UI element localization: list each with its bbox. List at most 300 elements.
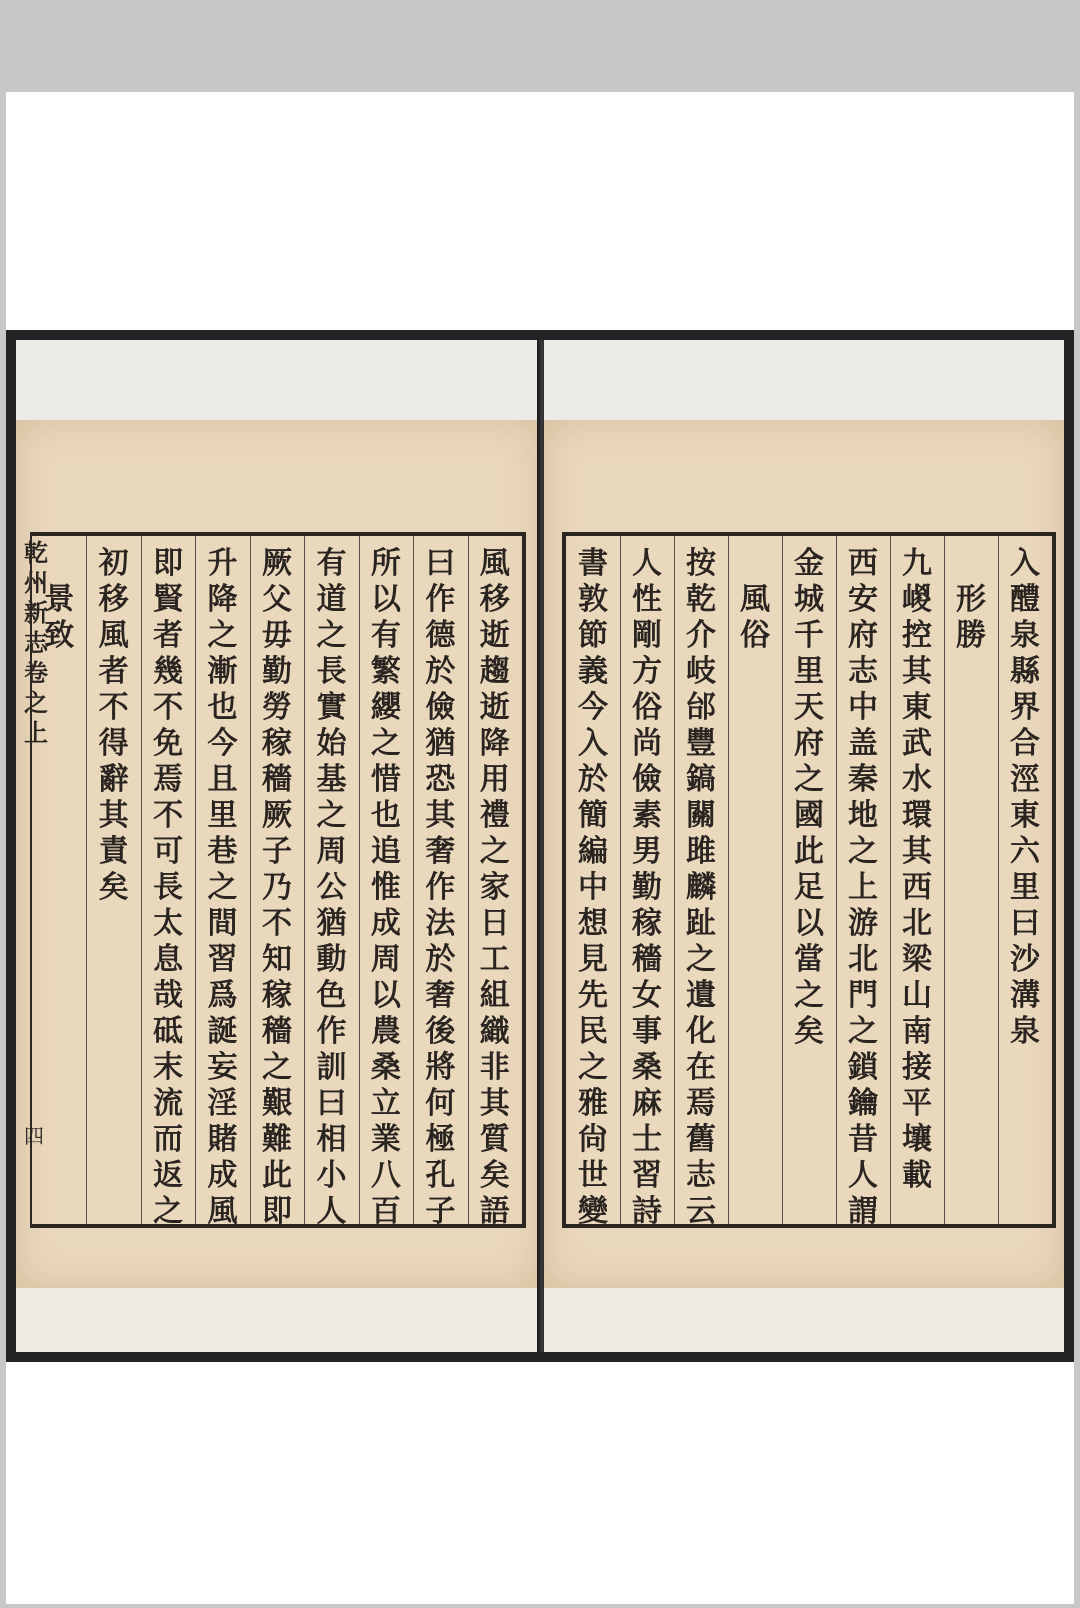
glyph: 移 <box>479 582 510 617</box>
glyph: 而 <box>153 1122 184 1157</box>
glyph: 幾 <box>153 654 184 689</box>
glyph: 厥 <box>261 798 292 833</box>
glyph: 豐 <box>686 726 716 761</box>
glyph: 其 <box>98 798 129 833</box>
glyph: 梁 <box>902 942 932 977</box>
glyph: 致 <box>44 618 75 653</box>
glyph: 之 <box>261 1050 292 1085</box>
left-column-rule <box>413 536 414 1224</box>
glyph: 何 <box>425 1086 456 1121</box>
glyph: 九 <box>902 546 932 581</box>
glyph: 矣 <box>98 870 129 905</box>
glyph: 孔 <box>425 1158 456 1193</box>
glyph: 初 <box>98 546 129 581</box>
glyph: 事 <box>632 1014 662 1049</box>
glyph: 農 <box>370 1014 401 1049</box>
glyph: 實 <box>316 690 347 725</box>
glyph: 矣 <box>794 1014 824 1049</box>
glyph: 雅 <box>578 1086 608 1121</box>
glyph: 於 <box>425 654 456 689</box>
glyph: 水 <box>902 762 932 797</box>
glyph: 之 <box>24 688 48 717</box>
glyph: 剛 <box>632 618 662 653</box>
glyph: 得 <box>98 726 129 761</box>
glyph: 界 <box>1010 690 1040 725</box>
glyph: 西 <box>848 546 878 581</box>
right-text-column <box>728 536 782 1224</box>
glyph: 敦 <box>578 582 608 617</box>
glyph: 勞 <box>261 690 292 725</box>
glyph: 素 <box>632 798 662 833</box>
glyph: 稼 <box>261 978 292 1013</box>
glyph: 不 <box>153 690 184 725</box>
glyph: 穡 <box>261 762 292 797</box>
glyph: 作 <box>425 870 456 905</box>
left-column-rule <box>359 536 360 1224</box>
glyph: 足 <box>794 870 824 905</box>
folio-number: 四 <box>24 1124 44 1148</box>
right-text-frame <box>562 532 1056 1228</box>
glyph: 小 <box>316 1158 347 1193</box>
glyph: 砥 <box>153 1014 184 1049</box>
glyph: 儉 <box>425 690 456 725</box>
glyph: 妄 <box>207 1050 238 1085</box>
glyph: 沙 <box>1010 942 1040 977</box>
glyph: 天 <box>794 690 824 725</box>
glyph: 繁 <box>370 654 401 689</box>
glyph: 惜 <box>370 762 401 797</box>
left-text-column <box>32 536 86 1224</box>
glyph: 俗 <box>740 618 770 653</box>
glyph: 見 <box>578 942 608 977</box>
glyph: 遺 <box>686 978 716 1013</box>
glyph: 門 <box>848 978 878 1013</box>
glyph: 纓 <box>370 690 401 725</box>
glyph: 山 <box>902 978 932 1013</box>
glyph: 基 <box>316 762 347 797</box>
glyph: 追 <box>370 834 401 869</box>
glyph: 知 <box>261 942 292 977</box>
left-column-rule <box>86 536 87 1224</box>
glyph: 返 <box>153 1158 184 1193</box>
glyph: 之 <box>578 1050 608 1085</box>
left-leaf <box>16 340 540 1352</box>
glyph: 中 <box>848 690 878 725</box>
glyph: 金 <box>794 546 824 581</box>
glyph: 法 <box>425 906 456 941</box>
glyph: 溝 <box>1010 978 1040 1013</box>
glyph: 始 <box>316 726 347 761</box>
glyph: 簡 <box>578 798 608 833</box>
glyph: 上 <box>24 718 48 747</box>
glyph: 今 <box>207 726 238 761</box>
glyph: 辭 <box>98 762 129 797</box>
glyph: 府 <box>848 618 878 653</box>
glyph: 奢 <box>425 978 456 1013</box>
glyph: 里 <box>207 798 238 833</box>
glyph: 習 <box>632 1158 662 1193</box>
left-sheet-top <box>16 340 540 420</box>
glyph: 勝 <box>956 618 986 653</box>
right-text-column <box>674 536 728 1229</box>
glyph: 女 <box>632 978 662 1013</box>
glyph: 所 <box>370 546 401 581</box>
glyph: 今 <box>578 690 608 725</box>
glyph: 方 <box>632 654 662 689</box>
glyph: 平 <box>902 1086 932 1121</box>
glyph: 新 <box>24 598 48 627</box>
glyph: 關 <box>686 798 716 833</box>
left-column-rule <box>195 536 196 1224</box>
glyph: 縣 <box>1010 654 1040 689</box>
glyph: 將 <box>425 1050 456 1085</box>
right-leaf <box>544 340 1064 1352</box>
glyph: 公 <box>316 870 347 905</box>
glyph: 長 <box>316 654 347 689</box>
glyph: 之 <box>479 834 510 869</box>
glyph: 習 <box>207 942 238 977</box>
glyph: 曰 <box>316 1086 347 1121</box>
glyph: 志 <box>848 654 878 689</box>
glyph: 中 <box>578 870 608 905</box>
glyph <box>955 546 987 582</box>
glyph: 盖 <box>848 726 878 761</box>
glyph: 色 <box>316 978 347 1013</box>
glyph: 風 <box>98 618 129 653</box>
glyph: 八 <box>370 1158 401 1193</box>
glyph: 西 <box>902 870 932 905</box>
left-text-frame <box>30 532 526 1228</box>
glyph: 里 <box>1010 870 1040 905</box>
glyph: 書 <box>578 546 608 581</box>
glyph: 曰 <box>1010 906 1040 941</box>
right-column-rule <box>998 536 999 1224</box>
glyph: 猶 <box>316 906 347 941</box>
glyph: 之 <box>207 870 238 905</box>
glyph: 想 <box>578 906 608 941</box>
glyph: 義 <box>578 654 608 689</box>
glyph: 此 <box>261 1158 292 1193</box>
glyph: 泉 <box>1010 618 1040 653</box>
glyph: 免 <box>153 726 184 761</box>
glyph: 漸 <box>207 654 238 689</box>
glyph: 安 <box>848 582 878 617</box>
glyph: 其 <box>902 834 932 869</box>
glyph: 以 <box>370 582 401 617</box>
glyph: 邰 <box>686 690 716 725</box>
glyph: 世 <box>578 1158 608 1193</box>
glyph: 涇 <box>1010 762 1040 797</box>
glyph: 於 <box>578 762 608 797</box>
glyph: 男 <box>632 834 662 869</box>
glyph: 人 <box>632 546 662 581</box>
glyph: 恐 <box>425 762 456 797</box>
right-sheet-bottom <box>544 1288 1064 1352</box>
glyph: 州 <box>24 568 48 597</box>
glyph: 艱 <box>261 1086 292 1121</box>
glyph: 穡 <box>632 942 662 977</box>
right-paper <box>544 420 1064 1288</box>
glyph: 卷 <box>24 658 48 687</box>
glyph: 尚 <box>632 726 662 761</box>
glyph: 難 <box>261 1122 292 1157</box>
glyph: 稼 <box>261 726 292 761</box>
glyph: 性 <box>632 582 662 617</box>
glyph: 桑 <box>632 1050 662 1085</box>
glyph: 責 <box>98 834 129 869</box>
left-text-column <box>195 536 249 1229</box>
glyph: 人 <box>848 1158 878 1193</box>
glyph: 勤 <box>261 654 292 689</box>
glyph: 之 <box>848 1014 878 1049</box>
glyph: 形 <box>956 582 986 617</box>
glyph: 志 <box>686 1158 716 1193</box>
glyph <box>739 546 771 582</box>
glyph: 謂 <box>848 1194 878 1229</box>
glyph: 訓 <box>316 1050 347 1085</box>
glyph: 東 <box>902 690 932 725</box>
glyph: 載 <box>902 1158 932 1193</box>
glyph: 逝 <box>479 690 510 725</box>
glyph: 者 <box>98 654 129 689</box>
glyph: 之 <box>794 978 824 1013</box>
glyph: 即 <box>261 1194 292 1229</box>
glyph: 相 <box>316 1122 347 1157</box>
glyph: 嵕 <box>902 582 932 617</box>
glyph: 間 <box>207 906 238 941</box>
right-sheet-top <box>544 340 1064 420</box>
right-text-column <box>566 536 620 1229</box>
glyph: 千 <box>794 618 824 653</box>
glyph: 可 <box>153 834 184 869</box>
glyph: 尙 <box>578 1122 608 1157</box>
glyph: 其 <box>479 1086 510 1121</box>
glyph: 詩 <box>632 1194 662 1229</box>
glyph: 有 <box>316 546 347 581</box>
glyph: 變 <box>578 1194 608 1229</box>
glyph: 降 <box>479 726 510 761</box>
glyph: 巷 <box>207 834 238 869</box>
glyph: 語 <box>479 1194 510 1229</box>
glyph: 入 <box>578 726 608 761</box>
glyph: 按 <box>686 546 716 581</box>
glyph: 淫 <box>207 1086 238 1121</box>
left-text-column <box>304 536 358 1229</box>
glyph: 哉 <box>153 978 184 1013</box>
glyph: 以 <box>794 906 824 941</box>
glyph: 不 <box>98 690 129 725</box>
glyph: 日 <box>479 906 510 941</box>
glyph: 壤 <box>902 1122 932 1157</box>
glyph: 桑 <box>370 1050 401 1085</box>
glyph: 泉 <box>1010 1014 1040 1049</box>
glyph: 化 <box>686 1014 716 1049</box>
glyph: 用 <box>479 762 510 797</box>
glyph: 父 <box>261 582 292 617</box>
glyph: 升 <box>207 546 238 581</box>
glyph: 舊 <box>686 1122 716 1157</box>
glyph: 太 <box>153 906 184 941</box>
glyph <box>43 546 75 582</box>
glyph: 鑰 <box>848 1086 878 1121</box>
glyph: 周 <box>370 942 401 977</box>
glyph: 乾 <box>686 582 716 617</box>
glyph: 其 <box>902 654 932 689</box>
glyph: 之 <box>848 834 878 869</box>
left-text-column <box>86 536 140 1224</box>
glyph: 岐 <box>686 654 716 689</box>
glyph: 六 <box>1010 834 1040 869</box>
glyph: 工 <box>479 942 510 977</box>
glyph: 者 <box>153 618 184 653</box>
glyph: 環 <box>902 798 932 833</box>
left-column-rule <box>304 536 305 1224</box>
glyph: 云 <box>686 1194 716 1229</box>
glyph: 志 <box>24 628 48 657</box>
glyph: 猶 <box>425 726 456 761</box>
glyph: 作 <box>425 582 456 617</box>
glyph: 以 <box>370 978 401 1013</box>
glyph: 子 <box>261 834 292 869</box>
glyph: 成 <box>207 1158 238 1193</box>
glyph: 之 <box>316 798 347 833</box>
left-column-rule <box>468 536 469 1224</box>
left-text-column <box>141 536 195 1229</box>
glyph: 在 <box>686 1050 716 1085</box>
glyph: 之 <box>207 618 238 653</box>
glyph: 風 <box>479 546 510 581</box>
glyph: 趾 <box>686 906 716 941</box>
glyph: 質 <box>479 1122 510 1157</box>
glyph: 入 <box>1010 546 1040 581</box>
right-text-column <box>782 536 836 1224</box>
left-text-column <box>468 536 522 1229</box>
glyph: 其 <box>425 798 456 833</box>
glyph: 織 <box>479 1014 510 1049</box>
glyph: 穡 <box>261 1014 292 1049</box>
glyph: 爲 <box>207 978 238 1013</box>
glyph: 也 <box>207 690 238 725</box>
right-column-rule <box>944 536 945 1224</box>
glyph: 城 <box>794 582 824 617</box>
left-column-rule <box>141 536 142 1224</box>
glyph: 勤 <box>632 870 662 905</box>
glyph: 之 <box>316 618 347 653</box>
glyph: 即 <box>153 546 184 581</box>
glyph: 東 <box>1010 798 1040 833</box>
glyph: 長 <box>153 870 184 905</box>
glyph: 有 <box>370 618 401 653</box>
glyph: 之 <box>686 942 716 977</box>
left-text-column <box>250 536 304 1229</box>
glyph: 合 <box>1010 726 1040 761</box>
glyph: 北 <box>902 906 932 941</box>
glyph: 介 <box>686 618 716 653</box>
glyph: 流 <box>153 1086 184 1121</box>
glyph: 醴 <box>1010 582 1040 617</box>
glyph: 移 <box>98 582 129 617</box>
glyph: 民 <box>578 1014 608 1049</box>
glyph: 先 <box>578 978 608 1013</box>
glyph: 毋 <box>261 618 292 653</box>
glyph: 作 <box>316 1014 347 1049</box>
glyph: 儉 <box>632 762 662 797</box>
glyph: 當 <box>794 942 824 977</box>
glyph: 德 <box>425 618 456 653</box>
glyph: 武 <box>902 726 932 761</box>
glyph: 士 <box>632 1122 662 1157</box>
glyph: 禮 <box>479 798 510 833</box>
glyph: 北 <box>848 942 878 977</box>
glyph: 賢 <box>153 582 184 617</box>
glyph: 人 <box>316 1194 347 1229</box>
glyph: 鎬 <box>686 762 716 797</box>
glyph: 誕 <box>207 1014 238 1049</box>
glyph: 游 <box>848 906 878 941</box>
glyph: 非 <box>479 1050 510 1085</box>
glyph: 賭 <box>207 1122 238 1157</box>
glyph: 立 <box>370 1086 401 1121</box>
glyph: 後 <box>425 1014 456 1049</box>
glyph: 風 <box>740 582 770 617</box>
glyph: 降 <box>207 582 238 617</box>
glyph: 厥 <box>261 546 292 581</box>
glyph: 業 <box>370 1122 401 1157</box>
glyph: 乾 <box>24 538 48 567</box>
left-sheet-bottom <box>16 1288 540 1352</box>
glyph: 麻 <box>632 1086 662 1121</box>
glyph: 此 <box>794 834 824 869</box>
right-column-rule <box>890 536 891 1224</box>
glyph: 上 <box>848 870 878 905</box>
glyph: 且 <box>207 762 238 797</box>
glyph: 不 <box>261 906 292 941</box>
glyph: 周 <box>316 834 347 869</box>
glyph: 矣 <box>479 1158 510 1193</box>
glyph: 之 <box>153 1194 184 1229</box>
glyph: 昔 <box>848 1122 878 1157</box>
left-text-column <box>413 536 467 1229</box>
glyph: 家 <box>479 870 510 905</box>
glyph: 編 <box>578 834 608 869</box>
right-text-column <box>998 536 1052 1224</box>
glyph: 焉 <box>686 1086 716 1121</box>
left-column-rule <box>250 536 251 1224</box>
right-column-rule <box>620 536 621 1224</box>
glyph: 組 <box>479 978 510 1013</box>
glyph: 雎 <box>686 834 716 869</box>
glyph: 息 <box>153 942 184 977</box>
glyph: 焉 <box>153 762 184 797</box>
glyph: 俗 <box>632 690 662 725</box>
left-paper <box>16 420 540 1288</box>
glyph: 趨 <box>479 654 510 689</box>
glyph: 逝 <box>479 618 510 653</box>
glyph: 不 <box>153 798 184 833</box>
glyph: 乃 <box>261 870 292 905</box>
glyph: 麟 <box>686 870 716 905</box>
glyph: 風 <box>207 1194 238 1229</box>
glyph: 控 <box>902 618 932 653</box>
right-column-rule <box>674 536 675 1224</box>
glyph: 動 <box>316 942 347 977</box>
glyph: 子 <box>425 1194 456 1229</box>
right-text-column <box>944 536 998 1224</box>
glyph: 之 <box>370 726 401 761</box>
glyph: 百 <box>370 1194 401 1229</box>
right-column-rule <box>728 536 729 1224</box>
glyph: 末 <box>153 1050 184 1085</box>
